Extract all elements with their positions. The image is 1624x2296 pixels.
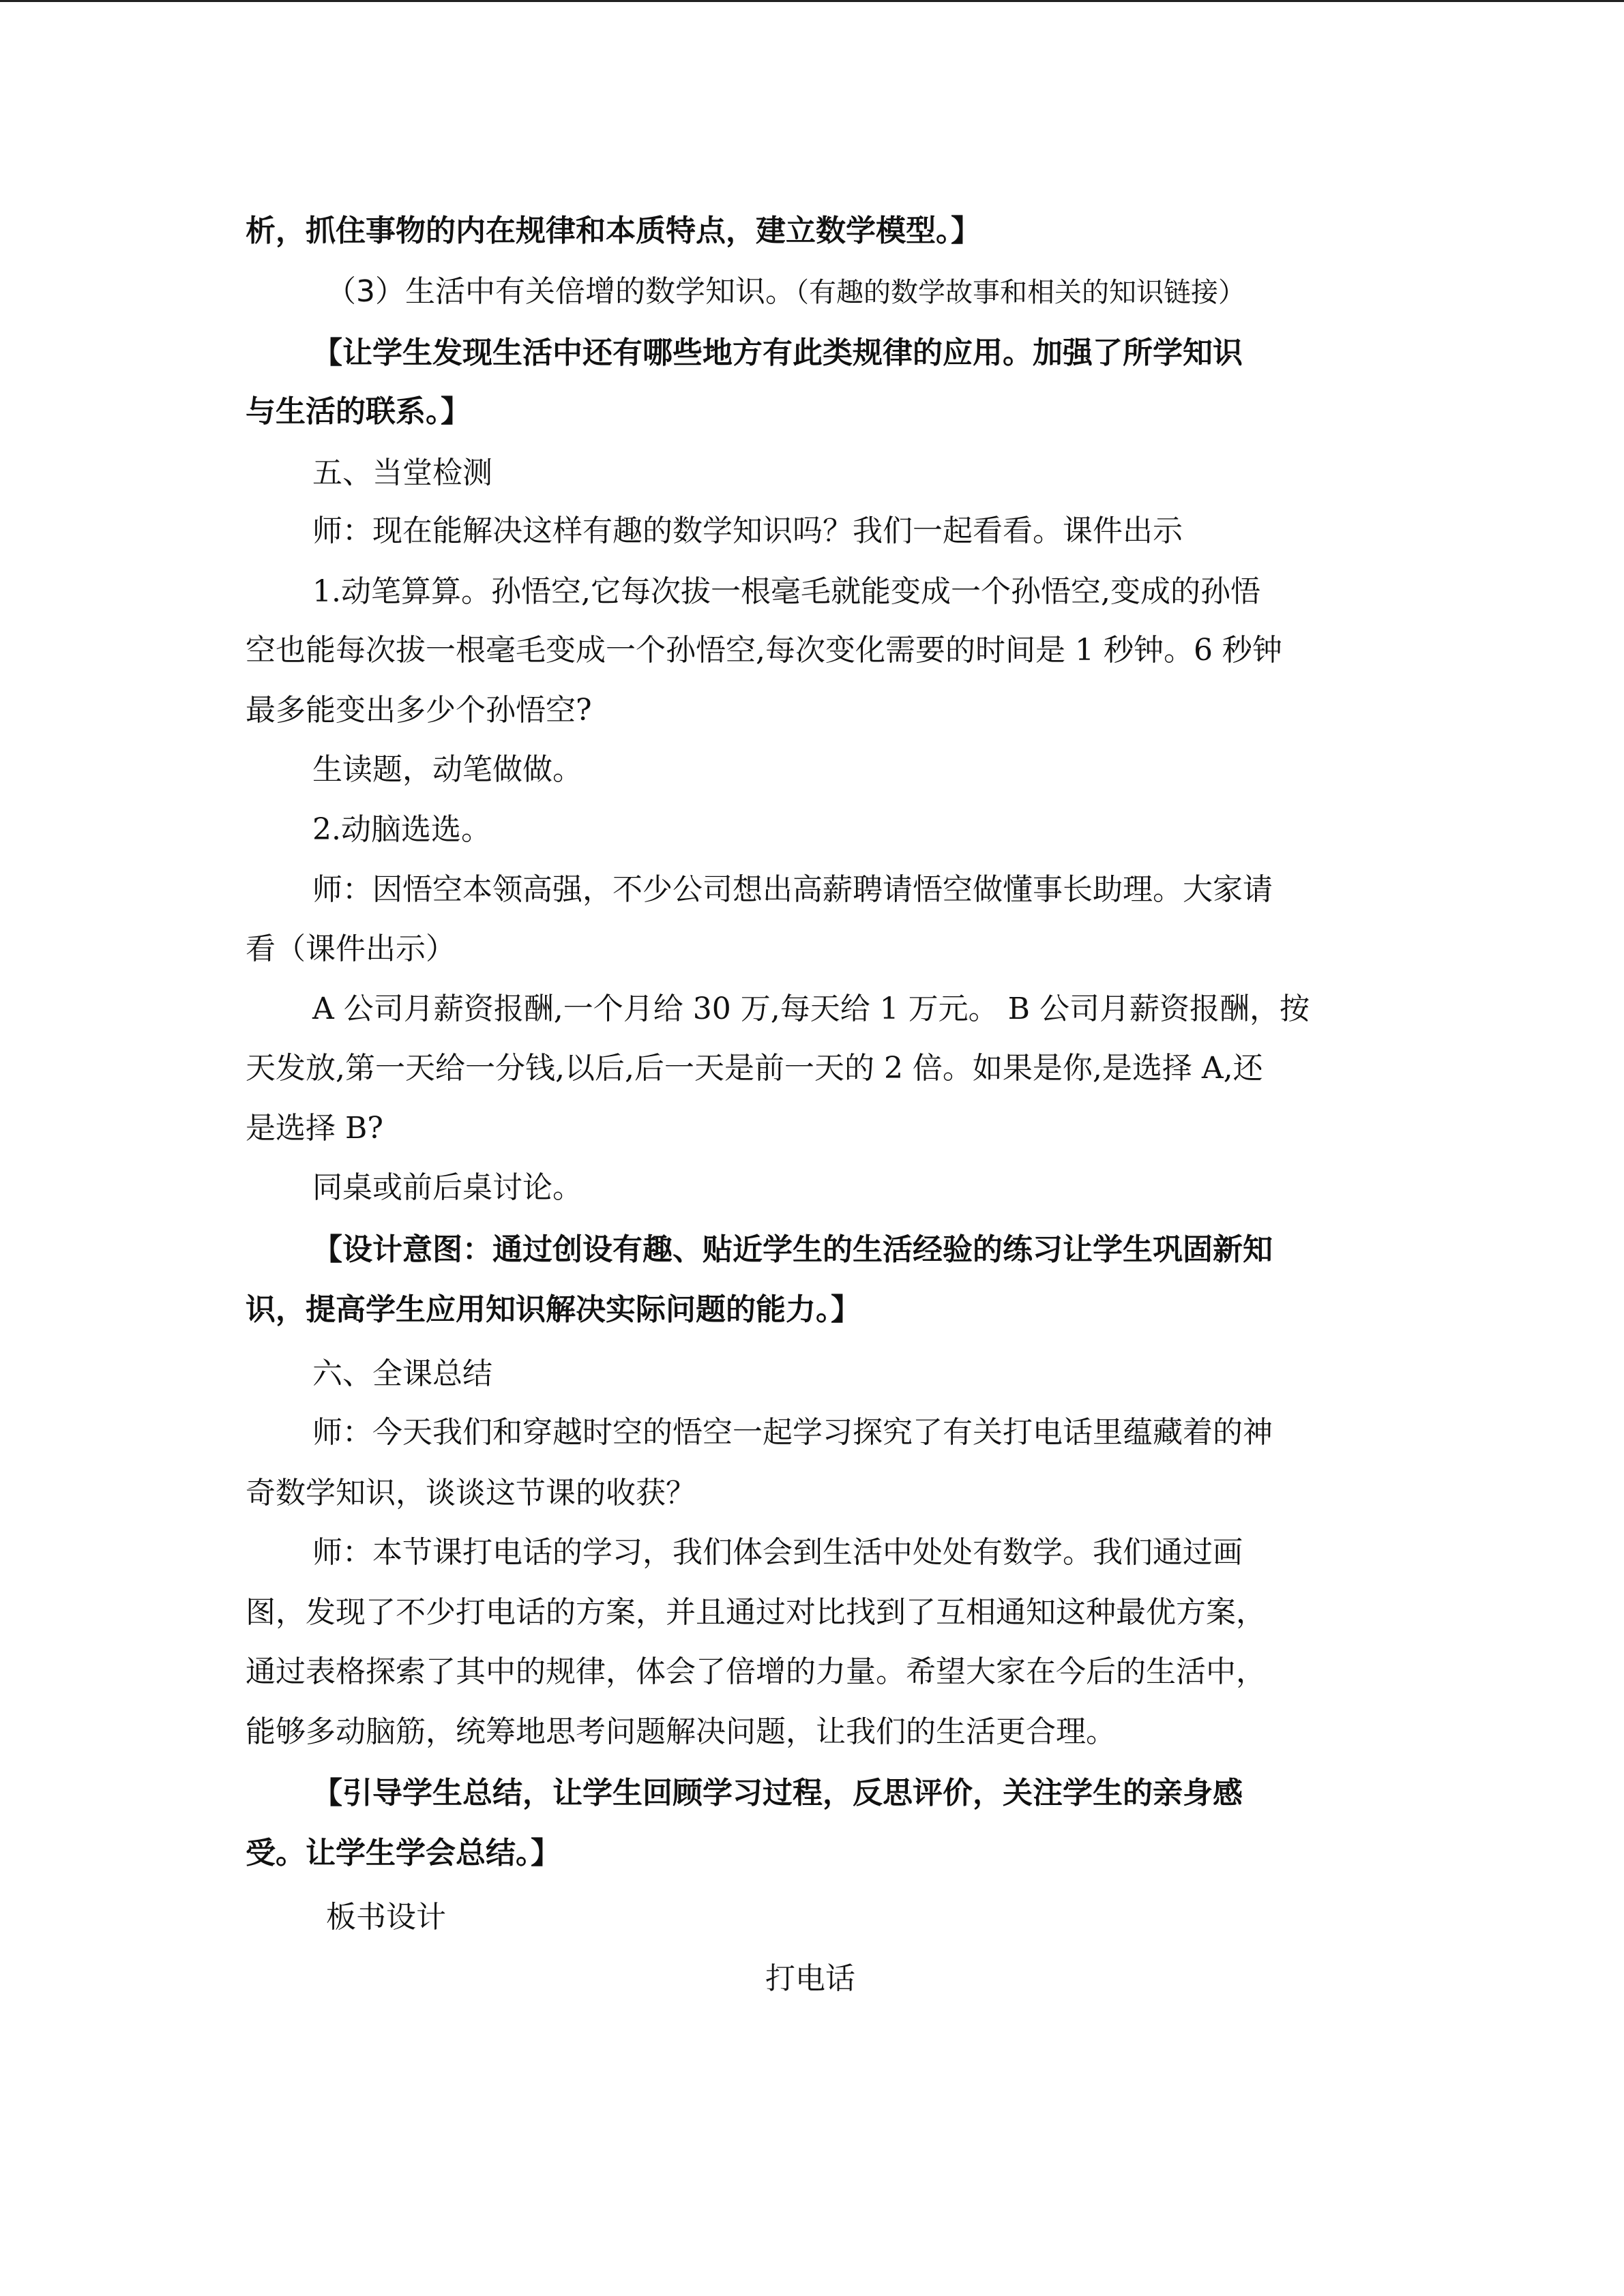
section-subtitle: （3）生活中有关倍增的数学知识。 <box>326 274 795 309</box>
text-line <box>326 271 1245 312</box>
text-line: 【引导学生总结，让学生回顾学习过程，反思评价，关注学生的亲身感 <box>312 1776 1243 1810</box>
section-note: （有趣的数学故事和相关的知识链接） <box>795 277 1245 308</box>
text-line: 生读题，动笔做做。 <box>312 752 582 787</box>
text-line: 最多能变出多少个孙悟空? <box>246 693 592 728</box>
board-title: 打电话 <box>765 1961 855 1996</box>
section-heading: 六、全课总结 <box>312 1356 492 1391</box>
top-border <box>0 0 1624 2</box>
text-line: 空也能每次拔一根毫毛变成一个孙悟空,每次变化需要的时间是 1 秒钟。6 秒钟 <box>246 633 1282 668</box>
text-line: 与生活的联系。】 <box>246 394 471 429</box>
text-line: 奇数学知识，谈谈这节课的收获？ <box>246 1476 696 1510</box>
text-line: 2.动脑选选。 <box>312 812 491 847</box>
text-line: 【让学生发现生活中还有哪些地方有此类规律的应用。加强了所学知识 <box>312 336 1243 370</box>
text-line: 受。让学生学会总结。】 <box>246 1836 561 1870</box>
text-line: 1.动笔算算。孙悟空,它每次拔一根毫毛就能变成一个孙悟空,变成的孙悟 <box>312 574 1260 609</box>
board-design-label: 板书设计 <box>326 1900 446 1935</box>
text-line: 通过表格探索了其中的规律，体会了倍增的力量。希望大家在今后的生活中， <box>246 1654 1266 1689</box>
text-line: 师：今天我们和穿越时空的悟空一起学习探究了有关打电话里蕴藏着的神 <box>312 1415 1273 1450</box>
text-line: 能够多动脑筋，统筹地思考问题解决问题，让我们的生活更合理。 <box>246 1714 1116 1749</box>
text-line: 是选择 B? <box>246 1111 383 1146</box>
text-line: 【设计意图：通过创设有趣、贴近学生的生活经验的练习让学生巩固新知 <box>312 1232 1273 1267</box>
text-line: 师：因悟空本领高强，不少公司想出高薪聘请悟空做懂事长助理。大家请 <box>312 872 1273 907</box>
text-line: 析，抓住事物的内在规律和本质特点，建立数学模型。】 <box>246 213 981 248</box>
text-line: 师：现在能解决这样有趣的数学知识吗？我们一起看看。课件出示 <box>312 513 1183 548</box>
text-line: 识，提高学生应用知识解决实际问题的能力。】 <box>246 1292 861 1327</box>
text-line: 同桌或前后桌讨论。 <box>312 1170 582 1205</box>
section-heading: 五、当堂检测 <box>312 456 492 490</box>
text-line: 图，发现了不少打电话的方案，并且通过对比找到了互相通知这种最优方案， <box>246 1595 1266 1630</box>
text-line: 师：本节课打电话的学习，我们体会到生活中处处有数学。我们通过画 <box>312 1535 1243 1570</box>
text-line: 天发放,第一天给一分钱,以后,后一天是前一天的 2 倍。如果是你,是选择 A,还 <box>246 1051 1263 1086</box>
text-line: A 公司月薪资报酬,一个月给 30 万,每天给 1 万元。 B 公司月薪资报酬，按 <box>312 992 1310 1026</box>
text-line: 看（课件出示） <box>246 931 456 966</box>
